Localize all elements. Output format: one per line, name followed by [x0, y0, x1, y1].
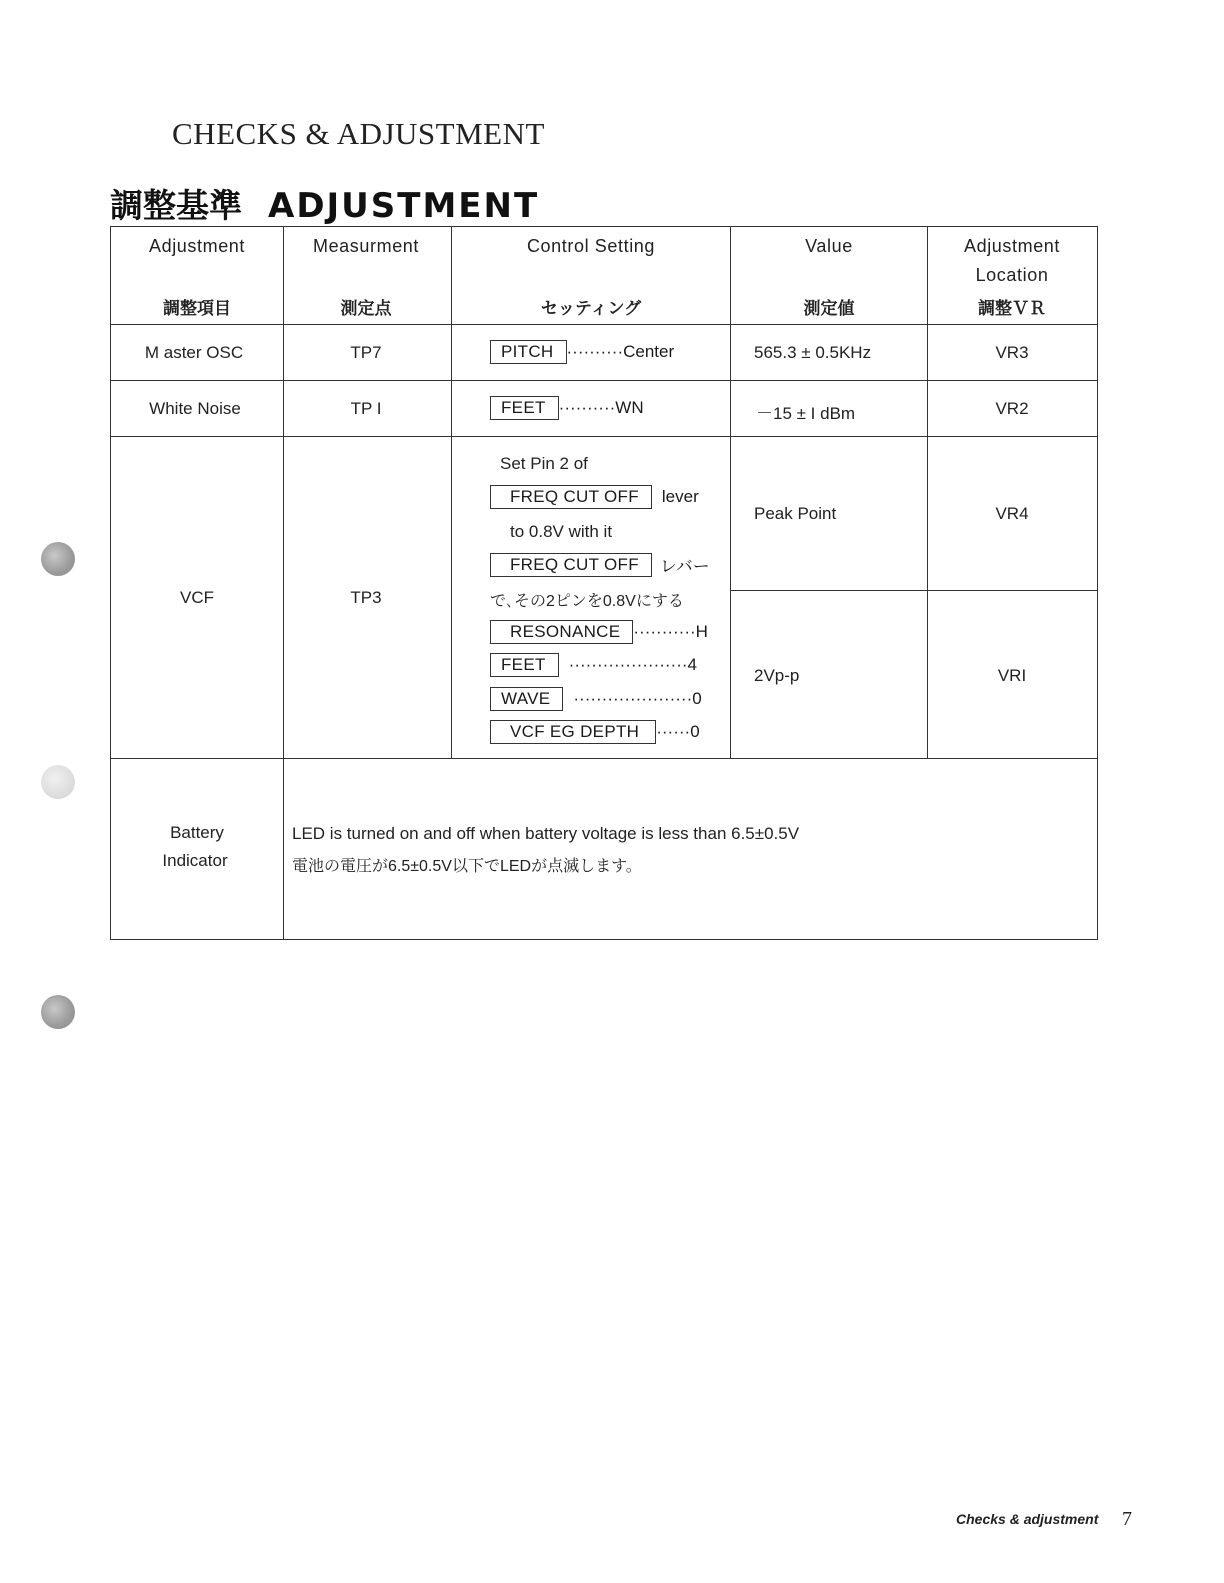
row-master-value: 565.3 ± 0.5KHz — [754, 343, 872, 362]
header-location-line2: Location — [975, 265, 1049, 285]
row-master-location: VR3 — [995, 343, 1029, 362]
binder-hole-mark — [41, 765, 75, 799]
row-vcf-value-2vpp: 2Vp-p — [754, 666, 800, 685]
header-location: Adjustment — [963, 236, 1061, 256]
header-location-jp: 調整ＶＲ — [978, 299, 1046, 319]
lever-text: lever — [661, 487, 699, 506]
vcf-line-feet — [490, 653, 697, 677]
binder-hole-mark — [41, 995, 75, 1029]
row-master-adjustment: M aster OSC — [144, 343, 244, 362]
control-setting-text: ·····················4 — [568, 655, 697, 674]
header-control-setting-jp: セッティング — [540, 299, 642, 319]
control-setting-text: ······0 — [656, 722, 700, 741]
row-battery-note-en: LED is turned on and off when battery voltage is less than 6.5±0.5V — [292, 824, 800, 843]
table-column-divider — [927, 226, 928, 758]
control-setting-text: ···········H — [633, 622, 708, 641]
row-vcf-value-peak: Peak Point — [754, 504, 837, 523]
table-column-divider — [283, 226, 284, 940]
header-value: Value — [805, 236, 853, 256]
control-box-freq-cut-off: FREQ CUT OFF — [490, 485, 652, 509]
table-header-divider — [110, 324, 1098, 325]
header-value-jp: 測定値 — [803, 299, 855, 319]
vcf-line-freq-lever — [490, 485, 699, 509]
footer-label: Checks & adjustment — [956, 1511, 1099, 1527]
table-column-divider — [730, 226, 731, 758]
table-border-top — [110, 226, 1098, 227]
control-setting-text: ·····················0 — [573, 689, 702, 708]
page-title-en: ADJUSTMENT — [268, 186, 540, 226]
binder-hole-mark — [41, 542, 75, 576]
table-border-bottom — [110, 939, 1098, 940]
control-box-pitch: PITCH — [490, 340, 567, 364]
header-adjustment: Adjustment — [148, 236, 246, 256]
row-vcf-location-2: VRI — [997, 666, 1027, 685]
table-column-divider — [451, 226, 452, 758]
row-noise-adjustment: White Noise — [149, 399, 241, 418]
control-setting-text: ··········WN — [558, 398, 644, 417]
row-battery-adjustment-line2: Indicator — [162, 851, 228, 870]
row-noise-measurement: TP I — [350, 399, 382, 418]
control-box-wave: WAVE — [490, 687, 563, 711]
row-battery-note-jp: 電池の電圧が6.5±0.5V以下でLEDが点滅します。 — [292, 858, 642, 875]
vcf-line-resonance — [490, 620, 708, 644]
vcf-line-eg-depth — [490, 720, 700, 744]
control-box-feet: FEET — [490, 653, 559, 677]
lever-text-jp: レバー — [659, 557, 710, 576]
table-border-right — [1097, 226, 1098, 940]
table-row-divider — [110, 436, 1098, 437]
control-box-vcf-eg-depth: VCF EG DEPTH — [490, 720, 656, 744]
table-row-divider — [110, 758, 1098, 759]
row-master-measurement: TP7 — [350, 343, 382, 362]
table-row-divider — [110, 380, 1098, 381]
control-box-resonance: RESONANCE — [490, 620, 633, 644]
row-noise-control — [490, 396, 644, 420]
page-title-jp: 調整基準 — [110, 186, 242, 225]
vcf-line-to-voltage: to 0.8V with it — [510, 522, 613, 541]
header-adjustment-jp: 調整項目 — [163, 299, 231, 319]
vcf-line-set-pin: Set Pin 2 of — [500, 454, 588, 473]
header-measurement-jp: 測定点 — [340, 299, 392, 319]
row-master-control — [490, 340, 674, 364]
row-noise-location: VR2 — [995, 399, 1029, 418]
control-box-freq-cut-off: FREQ CUT OFF — [490, 553, 652, 577]
adjustment-table — [110, 226, 1098, 940]
vcf-line-freq-lever-jp — [490, 552, 710, 577]
section-title: CHECKS & ADJUSTMENT — [172, 116, 545, 151]
table-subrow-divider — [730, 590, 1098, 591]
vcf-line-jp-instruction: で､その2ピンを0.8Vにする — [490, 593, 684, 610]
row-vcf-location-1: VR4 — [995, 504, 1029, 523]
control-setting-text: ··········Center — [566, 342, 675, 361]
row-vcf-measurement: TP3 — [350, 588, 382, 607]
header-measurement: Measurment — [312, 236, 420, 256]
row-vcf-adjustment: VCF — [180, 588, 214, 607]
page-title — [110, 180, 539, 227]
control-box-feet: FEET — [490, 396, 559, 420]
vcf-line-wave — [490, 687, 702, 711]
row-battery-adjustment: Battery — [170, 823, 224, 842]
table-border-left — [110, 226, 111, 940]
header-control-setting: Control Setting — [526, 236, 656, 256]
page-number: 7 — [1122, 1508, 1132, 1530]
row-noise-value: －15 ± I dBm — [756, 404, 856, 423]
